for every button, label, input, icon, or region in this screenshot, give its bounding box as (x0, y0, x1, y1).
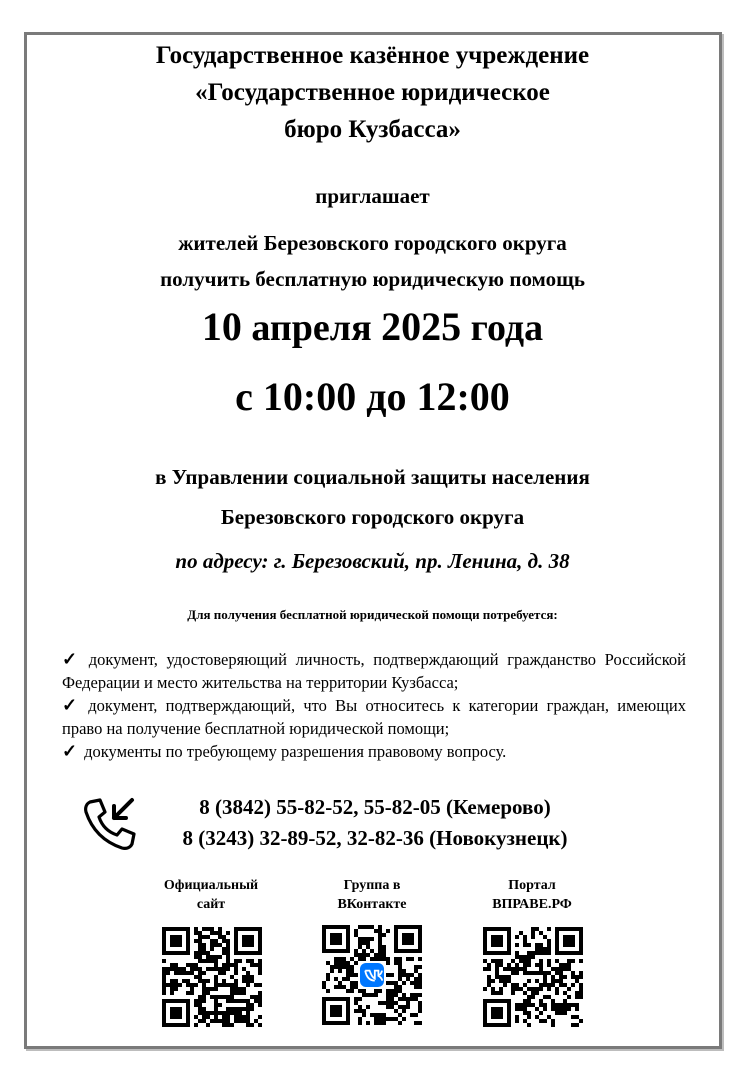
list-item: ✓ документ, удостоверяющий личность, подтверждающий гражданство Российской Федерации и место жительства на территории Кузбасса; (62, 649, 686, 692)
portal-qr-code[interactable] (483, 927, 583, 1027)
event-place: в Управлении социальной защиты населения Березовского городского округа (155, 465, 590, 529)
requirements-list (62, 648, 686, 763)
list-item: ✓ документ, подтверждающий, что Вы относитесь к категории граждан, имеющих право на получение бесплатной юридической помощи; (62, 695, 687, 738)
phone-kemerovo[interactable]: 8 (3842) 55-82-52, 55-82-05 (Кемерово) (199, 795, 551, 819)
check-icon: ✓ (62, 741, 78, 761)
vk-group-qr-code[interactable] (322, 925, 422, 1025)
invite-verb: приглашает (315, 184, 430, 208)
phone-numbers (140, 792, 610, 854)
official-site-label: Официальный сайт (163, 878, 259, 912)
list-item: ✓ документы по требующему разрешения правовому вопросу. (62, 741, 507, 761)
event-date: 10 апреля 2025 года (201, 304, 544, 349)
event-time: с 10:00 до 12:00 (235, 374, 510, 419)
check-icon: ✓ (62, 695, 78, 715)
phone-novokuznetsk[interactable]: 8 (3243) 32-89-52, 32-82-36 (Новокузнецк) (182, 826, 568, 850)
requirements-title: Для получения бесплатной юридической помощи потребуется: (187, 607, 558, 622)
organization-title: Государственное казённое учреждение «Государственное юридическое бюро Кузбасса» (155, 42, 590, 143)
vk-group-label: Группа в ВКонтакте (337, 878, 407, 912)
official-site-qr-code[interactable] (162, 927, 262, 1027)
check-icon: ✓ (62, 649, 78, 669)
phone-incoming-icon (82, 796, 138, 852)
invite-text: жителей Березовского городского округа получить бесплатную юридическую помощь (160, 231, 585, 291)
portal-label: Портал ВПРАВЕ.РФ (492, 878, 572, 912)
event-address: по адресу: г. Березовский, пр. Ленина, д. 38 (175, 549, 570, 573)
